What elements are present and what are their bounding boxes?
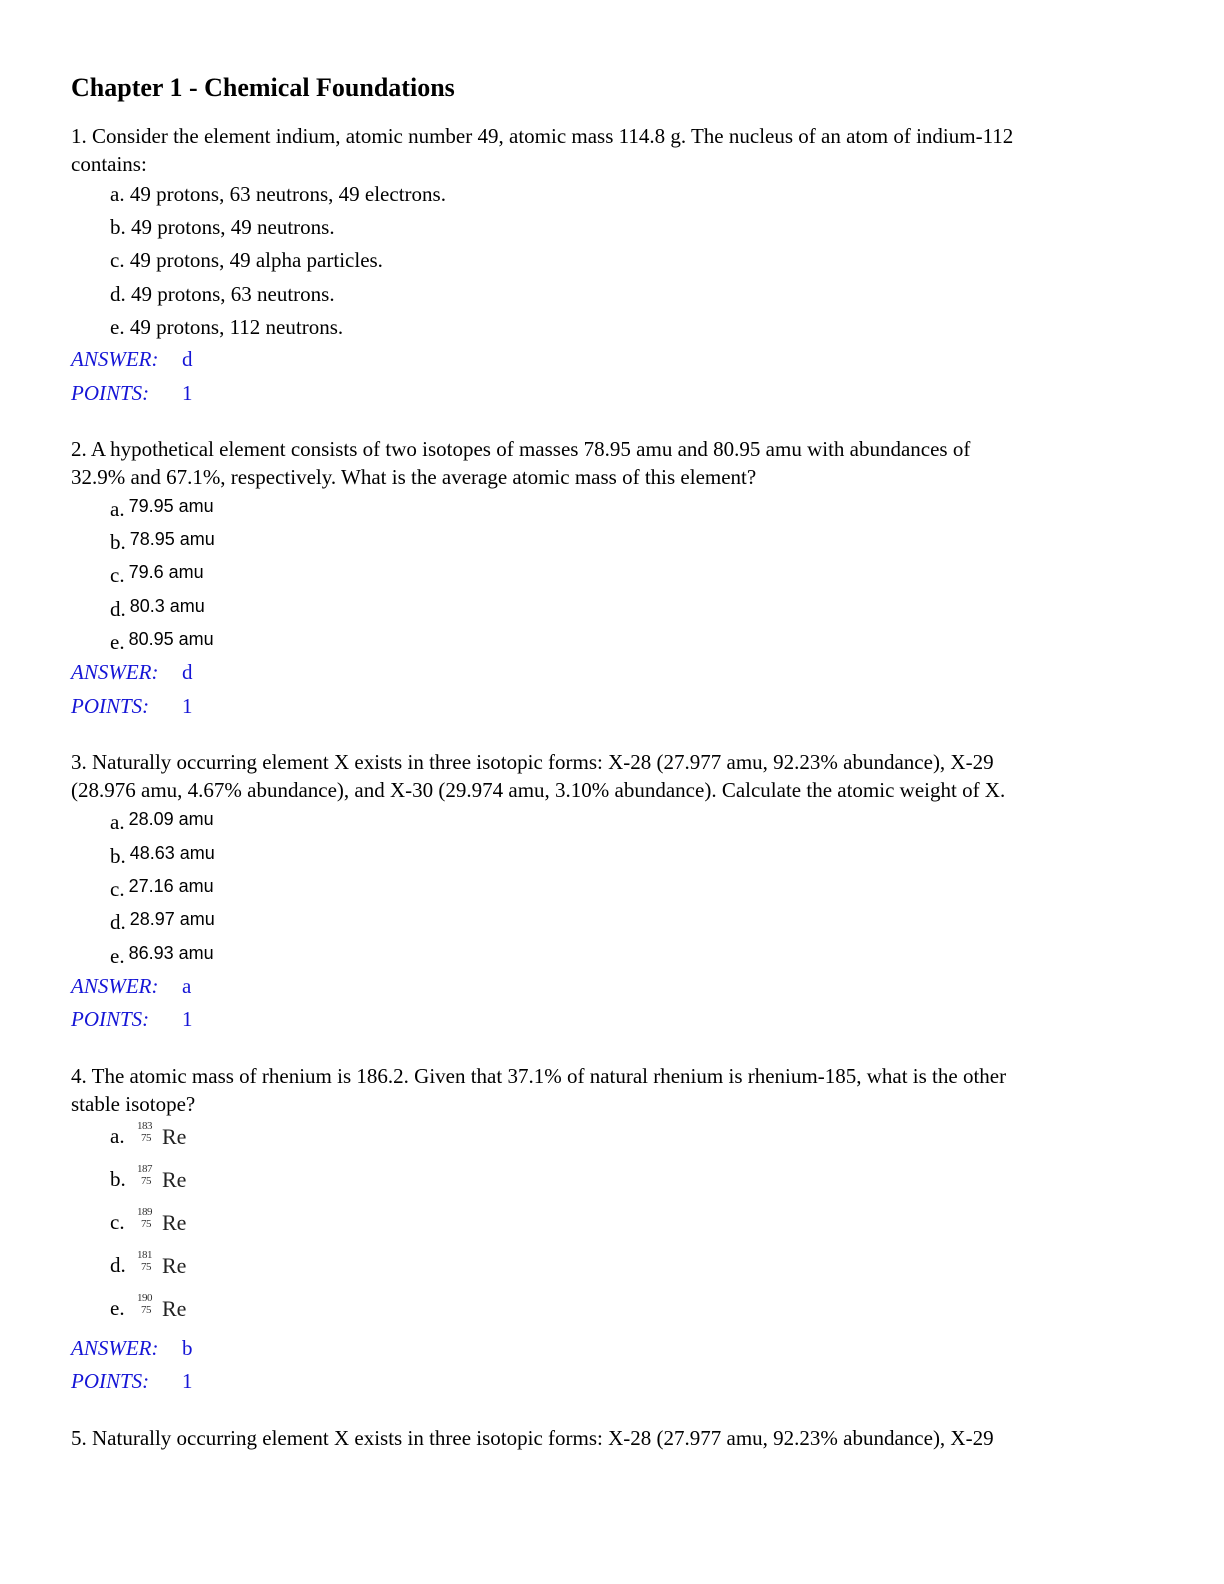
isotope-notation: c. 189 75 Re [110,1206,187,1235]
question-3-option-e: e. 86.93 amu [110,943,214,968]
question-2-option-a: a. 79.95 amu [110,496,214,521]
question-4-option-c [110,1206,187,1238]
question-3-text-cont: (28.976 amu, 4.67% abundance), and X-30 (29.974 amu, 3.10% abundance). Calculate the atomic weight of X. [71,778,1006,802]
question-1-option-e: e. 49 protons, 112 neutrons. [110,315,344,339]
question-2-option-b: b. 78.95 amu [110,529,215,554]
question-1-text: 1. Consider the element indium, atomic number 49, atomic mass 114.8 g. The nucleus of an atom of indium-112 [71,124,1014,148]
page-title: Chapter 1 - Chemical Foundations [71,73,455,102]
question-2-points: POINTS: 1 [71,694,193,718]
question-1-option-a: a. 49 protons, 63 neutrons, 49 electrons. [110,182,446,206]
question-1-option-b: b. 49 protons, 49 neutrons. [110,215,335,239]
question-1-option-c: c. 49 protons, 49 alpha particles. [110,248,383,272]
question-4-text: 4. The atomic mass of rhenium is 186.2. Given that 37.1% of natural rhenium is rhenium-185, what is the other [71,1064,1007,1088]
question-1-option-d: d. 49 protons, 63 neutrons. [110,282,335,306]
question-2-option-e: e. 80.95 amu [110,629,214,654]
question-2-option-d: d. 80.3 amu [110,596,205,621]
question-4-answer: ANSWER: b [71,1336,193,1360]
isotope-notation: d. 181 75 Re [110,1249,187,1278]
question-5-text: 5. Naturally occurring element X exists in three isotopic forms: X-28 (27.977 amu, 92.23% abundance), X-29 [71,1426,994,1450]
question-2-text: 2. A hypothetical element consists of two isotopes of masses 78.95 amu and 80.95 amu with abundances of [71,437,971,461]
question-3-option-c: c. 27.16 amu [110,876,214,901]
question-4-option-d [110,1249,187,1281]
isotope-notation: e. 190 75 Re [110,1292,187,1321]
question-4-points: POINTS: 1 [71,1369,193,1393]
question-3-points: POINTS: 1 [71,1007,193,1031]
question-3-answer: ANSWER: a [71,974,192,998]
question-1-text-cont: contains: [71,152,147,176]
question-1-answer: ANSWER: d [71,347,193,371]
isotope-notation: b. 187 75 Re [110,1163,187,1192]
question-3-option-a: a. 28.09 amu [110,809,214,834]
question-1-points: POINTS: 1 [71,381,193,405]
question-4-option-a [110,1120,187,1152]
question-3-text: 3. Naturally occurring element X exists in three isotopic forms: X-28 (27.977 amu, 92.23% abundance), X-29 [71,750,994,774]
question-3-option-d: d. 28.97 amu [110,909,215,934]
question-4-option-e [110,1292,187,1324]
question-2-option-c: c. 79.6 amu [110,562,204,587]
isotope-notation: a. 183 75 Re [110,1120,187,1149]
question-4-text-cont: stable isotope? [71,1092,196,1116]
question-4-option-b [110,1163,187,1195]
question-3-option-b: b. 48.63 amu [110,843,215,868]
question-2-text-cont: 32.9% and 67.1%, respectively. What is the average atomic mass of this element? [71,465,757,489]
question-2-answer: ANSWER: d [71,660,193,684]
